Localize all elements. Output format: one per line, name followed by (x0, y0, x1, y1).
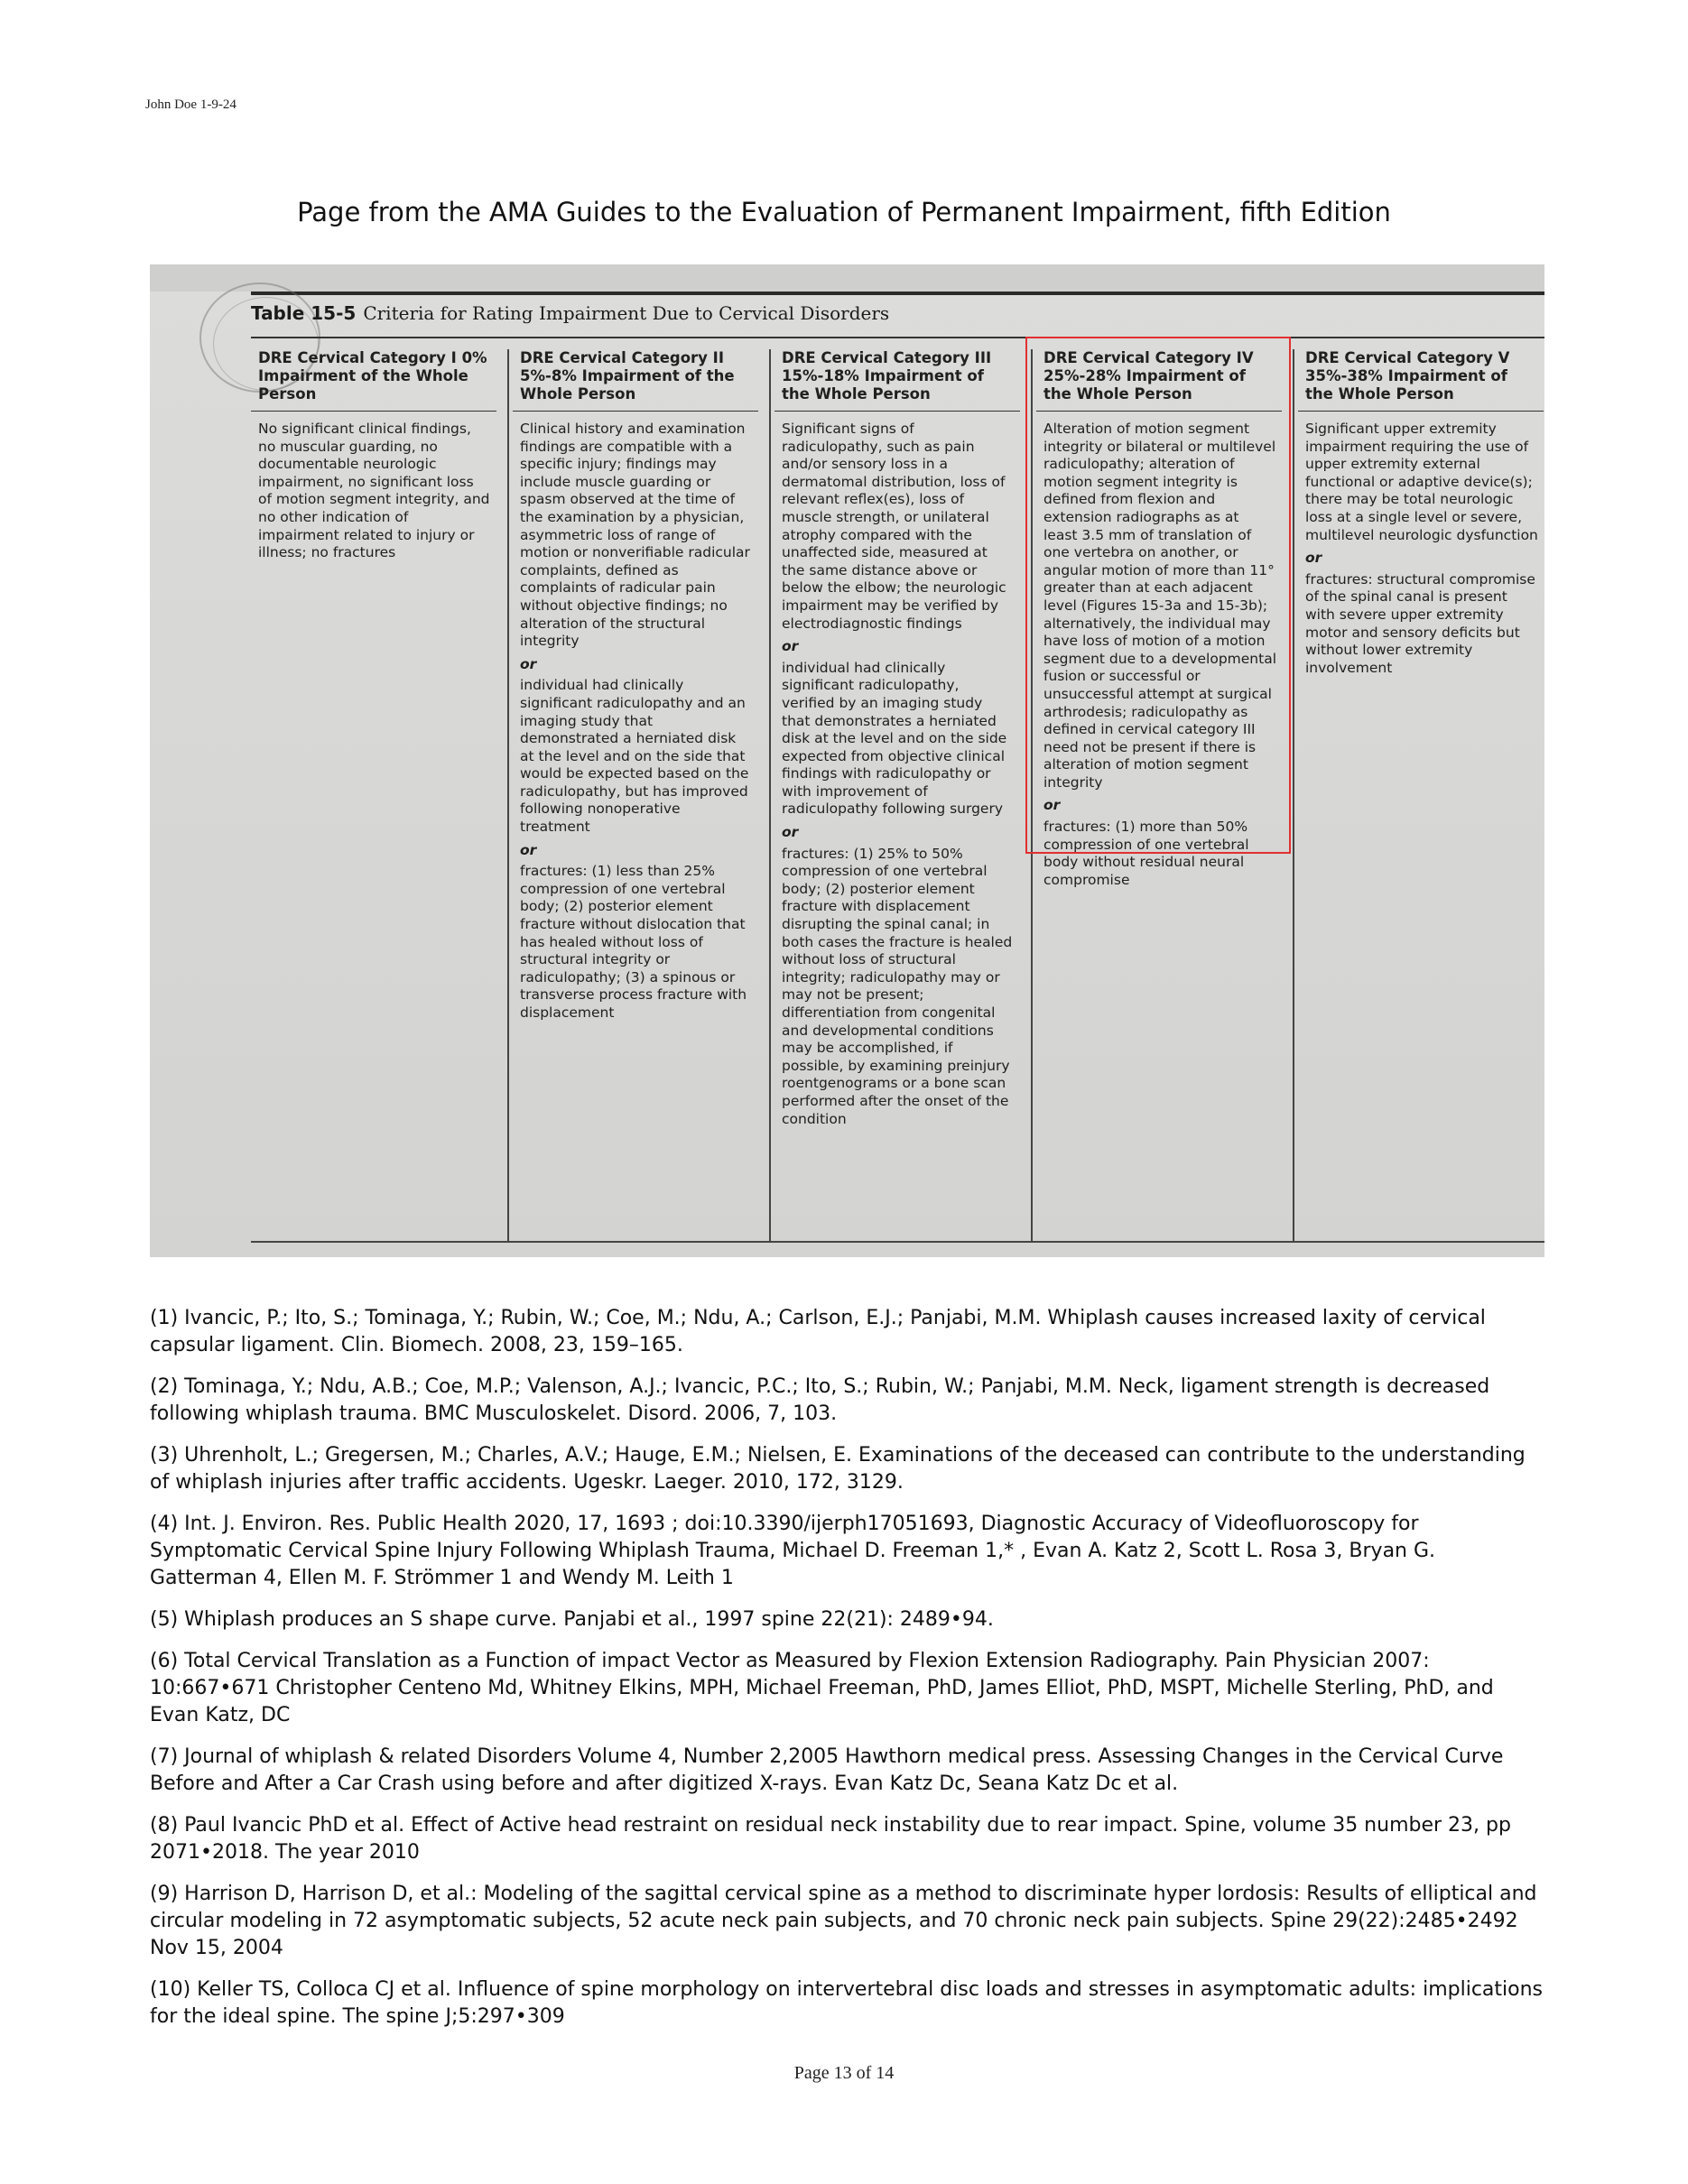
column-text: fractures: (1) more than 50% compression of one vertebral body without residual neural compromise (1043, 819, 1249, 888)
table-title: Criteria for Rating Impairment Due to Cervical Disorders (363, 302, 890, 324)
table-column-category-1 (251, 349, 496, 562)
table-label: Table 15-5 (251, 302, 357, 324)
column-body (1298, 412, 1544, 677)
table-column-category-3 (774, 349, 1020, 1128)
column-heading: DRE Cervical Category II 5%-8% Impairment of the Whole Person (513, 349, 758, 412)
or-separator: or (1305, 550, 1322, 567)
reference-item: (3) Uhrenholt, L.; Gregersen, M.; Charles, A.V.; Hauge, E.M.; Nielsen, E. Examinations of the deceased can contribute to the understanding of whiplash injuries after traffic accidents. Ugeskr. Laeger. 2010, 172, 3129. (150, 1444, 1526, 1494)
column-divider (507, 349, 509, 1243)
page-title: Page from the AMA Guides to the Evaluation of Permanent Impairment, fifth Edition (297, 197, 1391, 227)
scan-top-rule (251, 292, 1544, 295)
or-separator: or (1043, 797, 1061, 814)
column-text: individual had clinically significant radiculopathy and an imaging study that demonstrated a herniated disk at the level and on the side that would be expected based on the radiculopathy, but has improved following nonoperative treatment (520, 677, 749, 836)
reference-item: (8) Paul Ivancic PhD et al. Effect of Active head restraint on residual neck instability due to rear impact. Spine, volume 35 number 23, pp 2071•2018. The year 2010 (150, 1814, 1511, 1864)
reference-item: (2) Tominaga, Y.; Ndu, A.B.; Coe, M.P.; Valenson, A.J.; Ivancic, P.C.; Ito, S.; Rubin, W.; Panjabi, M.M. Neck, ligament strength is decreased following whiplash trauma. BMC Musculoskelet. Disord. 2006, 7, 103. (150, 1375, 1490, 1425)
column-body (251, 412, 496, 562)
scan-bottom-rule (251, 1241, 1544, 1243)
reference-item: (5) Whiplash produces an S shape curve. Panjabi et al., 1997 spine 22(21): 2489•94. (150, 1608, 994, 1631)
reference-item: (4) Int. J. Environ. Res. Public Health 2020, 17, 1693 ; doi:10.3390/ijerph17051693, Diagnostic Accuracy of Videofluoroscopy for Symptomatic Cervical Spine Injury Following Whiplash Trauma, Michael D. Freeman 1,* , Evan A. Katz 2, Scott L. Rosa 3, Bryan G. Gatterman 4, Ellen M. F. Strömmer 1 and Wendy M. Leith 1 (150, 1513, 1436, 1589)
reference-item: (1) Ivancic, P.; Ito, S.; Tominaga, Y.; Rubin, W.; Coe, M.; Ndu, A.; Carlson, E.J.; Panjabi, M.M. Whiplash causes increased laxity of cervical capsular ligament. Clin. Biomech. 2008, 23, 159–165. (150, 1307, 1486, 1356)
reference-item: (6) Total Cervical Translation as a Function of impact Vector as Measured by Flexion Extension Radiography. Pain Physician 2007: 10:667•671 Christopher Centeno Md, Whitney Elkins, MPH, Michael Freeman, PhD, James Elliot, PhD, MSPT, Michelle Sterling, PhD, and Evan Katz, DC (150, 1650, 1494, 1726)
scanned-table-image (150, 264, 1544, 1257)
or-separator: or (782, 638, 799, 655)
column-text: Significant upper extremity impairment requiring the use of upper extremity external functional or adaptive device(s); there may be total neurologic loss at a single level or severe, multilevel neurologic dysfunction (1305, 421, 1538, 543)
column-text: Significant signs of radiculopathy, such as pain and/or sensory loss in a dermatomal distribution, loss of relevant reflex(es), loss of muscle strength, or unilateral atrophy compared with the unaffected side, measured at the same distance above or below the elbow; the neurologic impairment may be verified by electrodiagnostic findings (782, 421, 1006, 632)
column-text: Alteration of motion segment integrity or bilateral or multilevel radiculopathy; alteration of motion segment integrity is defined from flexion and extension radiographs as at least 3.5 mm of translation of one vertebra on another, or angular motion of more than 11° greater than at each adjacent level (Figures 15-3a and 15-3b); alternatively, the individual may have loss of motion of a motion segment due to a developmental fusion or successful or unsuccessful attempt at surgical arthrodesis; radiculopathy as defined in cervical category III need not be present if there is alteration of motion segment integrity (1043, 421, 1277, 791)
reference-item: (10) Keller TS, Colloca CJ et al. Influence of spine morphology on intervertebral disc loads and stresses in asymptomatic adults: implications for the ideal spine. The spine J;5:297•309 (150, 1978, 1543, 2028)
references-list (150, 1305, 1544, 2045)
column-text: No significant clinical findings, no muscular guarding, no documentable neurologic impairment, no significant loss of motion segment integrity, and no other indication of impairment related to injury or illness; no fractures (258, 421, 490, 561)
document-header-id: John Doe 1-9-24 (145, 97, 237, 112)
column-divider (1293, 349, 1294, 1243)
or-separator: or (782, 824, 799, 841)
highlight-box-category-4 (1025, 337, 1291, 854)
column-heading: DRE Cervical Category I 0% Impairment of the Whole Person (251, 349, 496, 412)
column-text: individual had clinically significant radiculopathy, verified by an imaging study that demonstrates a herniated disk at the level and on the side expected from objective clinical findings with radiculopathy or with improvement of radiculopathy following surgery (782, 659, 1007, 818)
table-caption (251, 302, 889, 324)
or-separator: or (520, 655, 537, 672)
reference-item: (7) Journal of whiplash & related Disorders Volume 4, Number 2,2005 Hawthorn medical press. Assessing Changes in the Cervical Curve Before and After a Car Crash using before and after digitized X-rays. Evan Katz Dc, Seana Katz Dc et al. (150, 1745, 1504, 1795)
or-separator: or (520, 841, 537, 858)
column-body (513, 412, 758, 1023)
column-heading: DRE Cervical Category IV 25%-28% Impairment of the Whole Person (1036, 349, 1282, 412)
column-heading: DRE Cervical Category V 35%-38% Impairment of the Whole Person (1298, 349, 1544, 412)
caption-rule (251, 337, 1544, 338)
column-heading: DRE Cervical Category III 15%-18% Impairment of the Whole Person (774, 349, 1020, 412)
reference-item: (9) Harrison D, Harrison D, et al.: Modeling of the sagittal cervical spine as a method to discriminate hyper lordosis: Results of elliptical and circular modeling in 72 asymptomatic subjects, 52 acute neck pain subjects, and 70 chronic neck pain subjects. Spine 29(22):2485•2492 Nov 15, 2004 (150, 1883, 1537, 1959)
column-text: fractures: (1) less than 25% compression of one vertebral body; (2) posterior element fracture without dislocation that has healed without loss of structural integrity or radiculopathy; (3) a spinous or transverse process fracture with displacement (520, 863, 747, 1021)
table-column-category-2 (513, 349, 758, 1023)
table-column-category-5 (1298, 349, 1544, 677)
column-text: fractures: structural compromise of the spinal canal is present with severe upper extremity motor and sensory deficits but without lower extremity involvement (1305, 570, 1535, 676)
column-divider (769, 349, 771, 1243)
column-body (774, 412, 1020, 1128)
page-number: Page 13 of 14 (793, 2063, 895, 2083)
scan-top-strip (150, 264, 1544, 292)
column-text: Clinical history and examination findings are compatible with a specific injury; findings may include muscle guarding or spasm observed at the time of the examination by a physician, asymmetric loss of range of motion or nonverifiable radicular complaints, defined as complaints of radicular pain without objective findings; no alteration of the structural integrity (520, 421, 750, 650)
column-text: fractures: (1) 25% to 50% compression of one vertebral body; (2) posterior element fracture with displacement disrupting the spinal canal; in both cases the fracture is healed without loss of structural integrity; radiculopathy may or may not be present; differentiation from congenital and developmental conditions may be accomplished, if possible, by examining preinjury roentgenograms or a bone scan performed after the onset of the condition (782, 845, 1013, 1127)
